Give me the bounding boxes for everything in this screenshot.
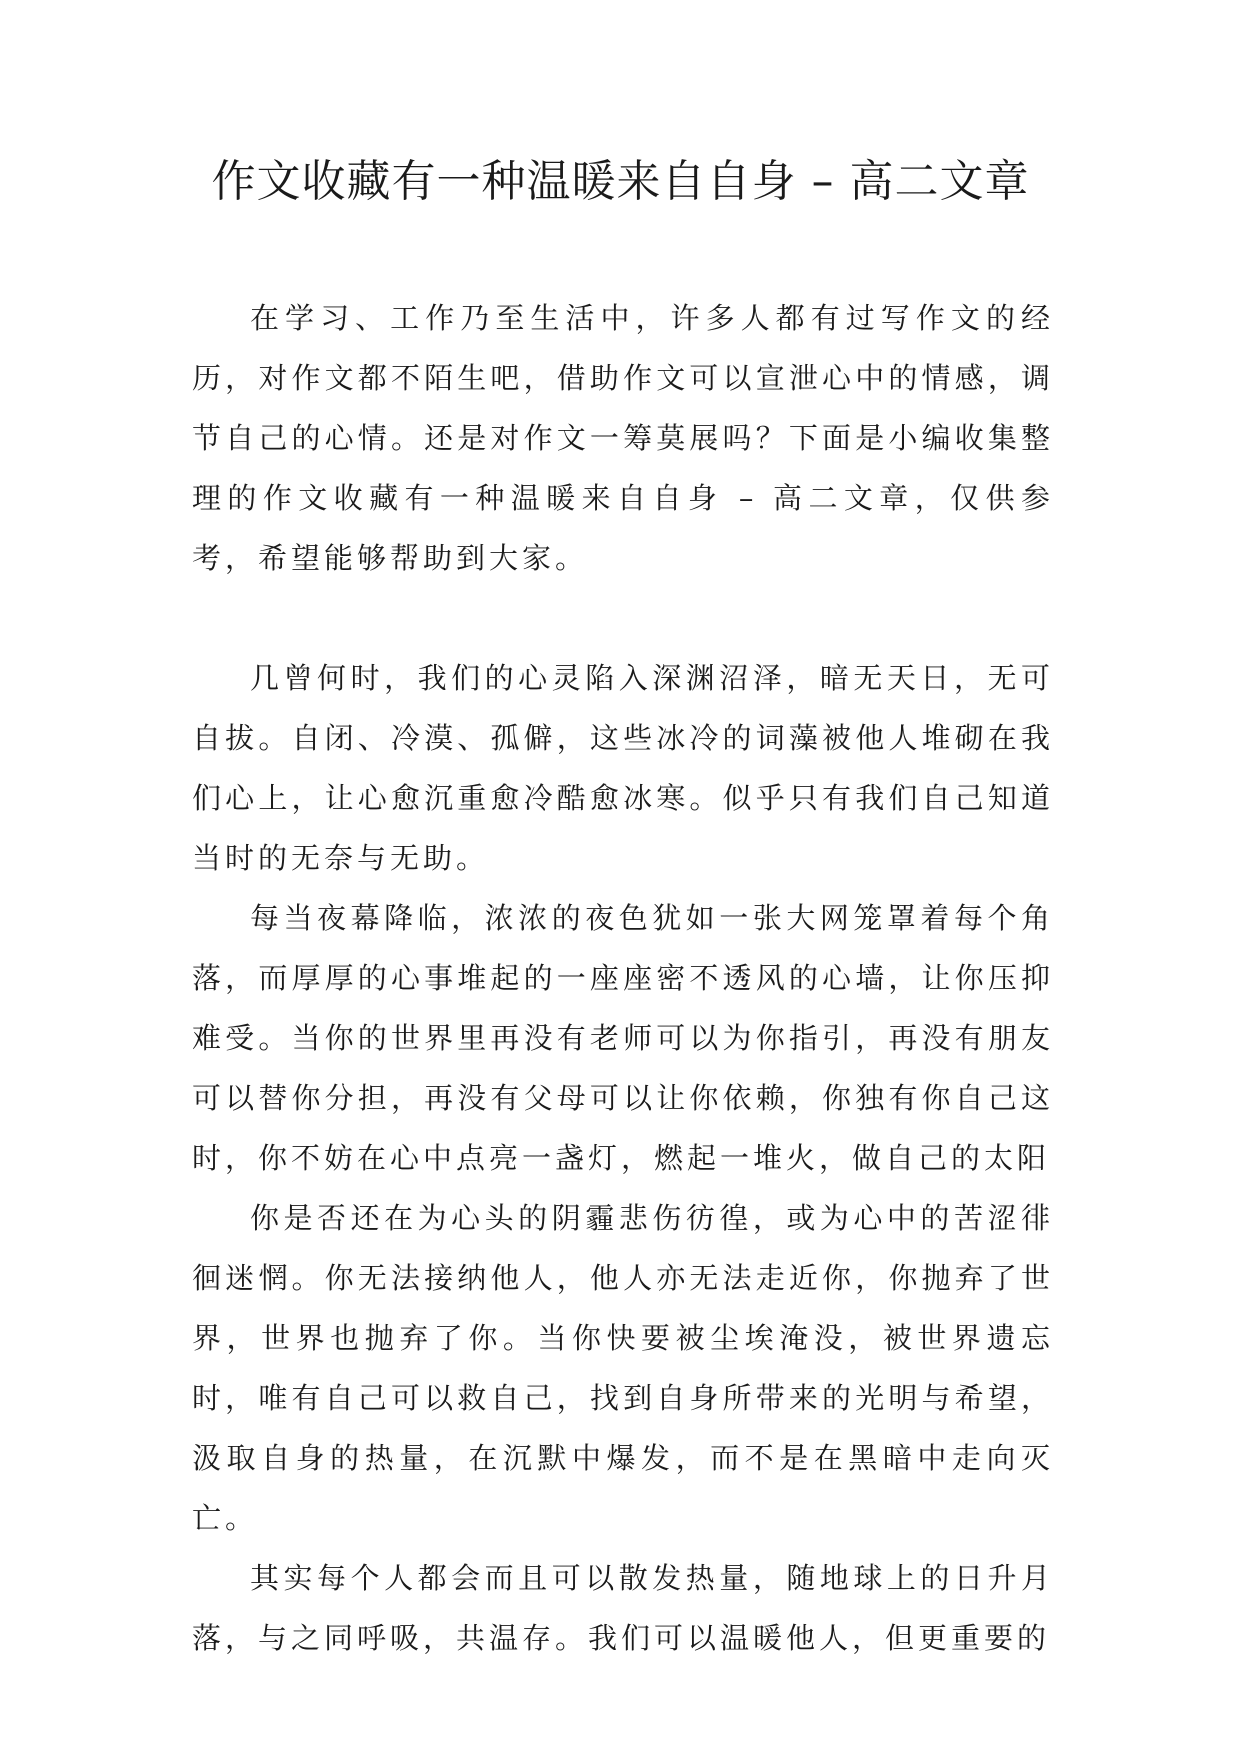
paragraph-2: 每当夜幕降临，浓浓的夜色犹如一张大网笼罩着每个角落，而厚厚的心事堆起的一座座密不透风的心墙，让你压抑难受。当你的世界里再没有老师可以为你指引，再没有朋友可以替你分担，再没有父母可以让你依赖，你独有你自己这时，你不妨在心中点亮一盏灯，燃起一堆火，做自己的太阳	[192, 901, 1054, 1175]
document-title: 作文收藏有一种温暖来自自身 – 高二文章	[211, 156, 1030, 207]
paragraph-4: 其实每个人都会而且可以散发热量，随地球上的日升月落，与之同呼吸，共温存。我们可以温暖他人，但更重要的	[192, 1561, 1054, 1655]
paragraph-3: 你是否还在为心头的阴霾悲伤彷徨，或为心中的苦涩徘徊迷惘。你无法接纳他人，他人亦无法走近你，你抛弃了世界，世界也抛弃了你。当你快要被尘埃淹没，被世界遗忘时，唯有自己可以救自己，找到自身所带来的光明与希望，汲取自身的热量，在沉默中爆发，而不是在黑暗中走向灭亡。	[192, 1201, 1054, 1535]
paragraph-intro: 在学习、工作乃至生活中，许多人都有过写作文的经历，对作文都不陌生吧，借助作文可以宣泄心中的情感，调节自己的心情。还是对作文一筹莫展吗？下面是小编收集整理的作文收藏有一种温暖来自自身 – 高二文章，仅供参考，希望能够帮助到大家。	[192, 301, 1054, 575]
paragraph-1: 几曾何时，我们的心灵陷入深渊沼泽，暗无天日，无可自拔。自闭、冷漠、孤僻，这些冰冷的词藻被他人堆砌在我们心上，让心愈沉重愈冷酷愈冰寒。似乎只有我们自己知道当时的无奈与无助。	[192, 661, 1054, 875]
document-body	[192, 288, 1054, 1668]
